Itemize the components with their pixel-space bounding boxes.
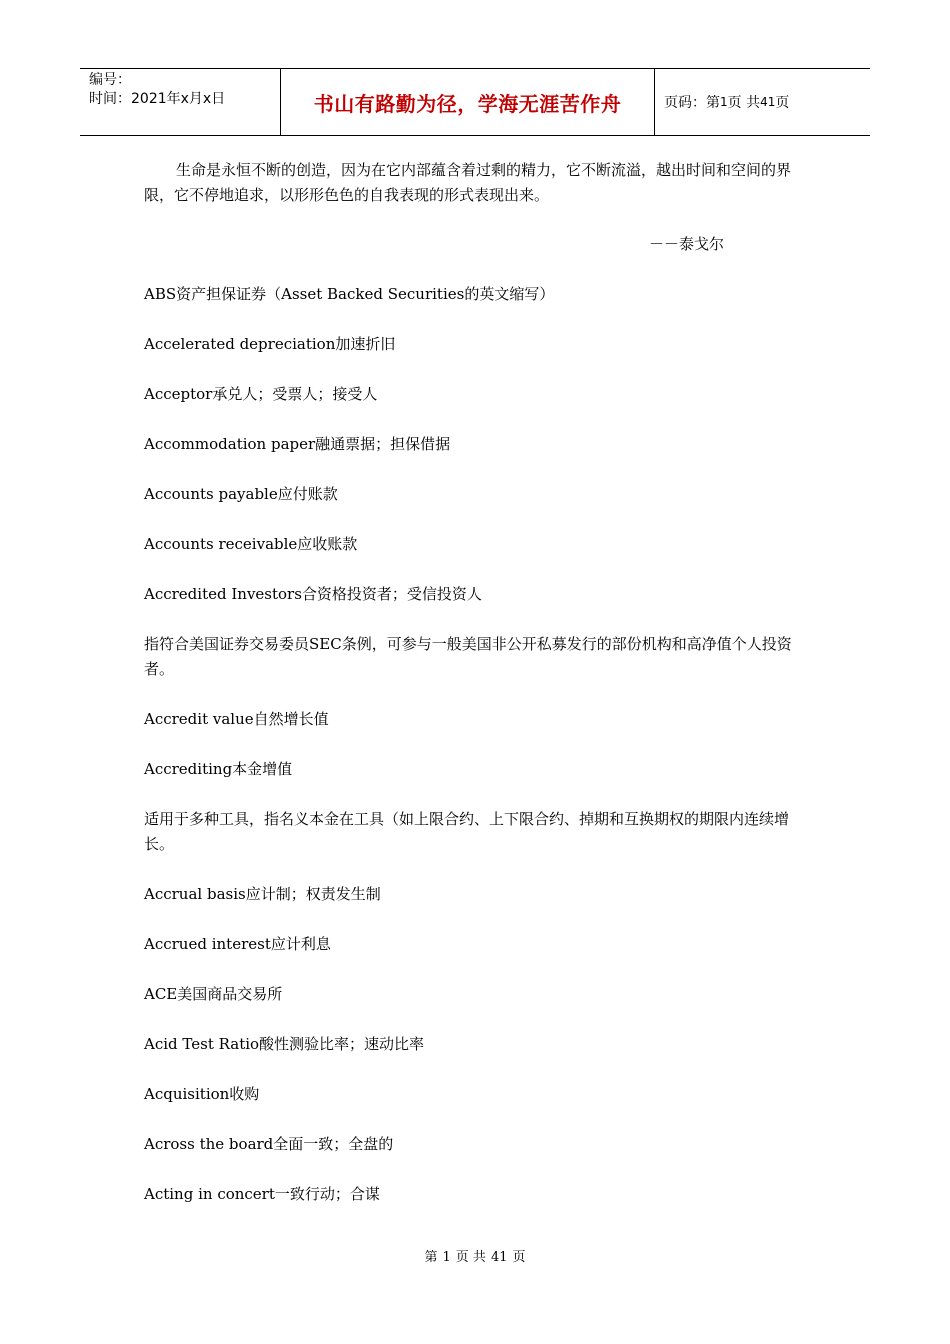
glossary-entry: Acid Test Ratio酸性测验比率；速动比率: [144, 1035, 425, 1053]
page-header: [80, 68, 870, 136]
glossary-description: 指符合美国证券交易委员SEC条例，可参与一般美国非公开私募发行的部份机构和高净值个人投资者。: [144, 635, 792, 678]
glossary-entry: Accelerated depreciation加速折旧: [144, 335, 396, 353]
footer-mid: 页 共: [455, 1250, 486, 1265]
glossary-entry: Across the board全面一致；全盘的: [144, 1135, 394, 1153]
header-page-prefix: 页码：第: [664, 95, 720, 111]
header-page-suffix: 页: [775, 95, 790, 111]
glossary-entry: Accommodation paper融通票据；担保借据: [144, 435, 451, 453]
page-footer: [0, 1246, 950, 1265]
header-page-mid: 页 共: [727, 95, 761, 111]
glossary-description: 适用于多种工具，指名义本金在工具（如上限合约、上下限合约、掉期和互换期权的期限内连续增长。: [144, 810, 790, 853]
header-page-info: [655, 69, 870, 135]
header-motto: 书山有路勤为径，学海无涯苦作舟: [281, 69, 655, 135]
glossary-entry: Accounts receivable应收账款: [144, 535, 358, 553]
glossary-entry: ABS资产担保证券（Asset Backed Securities的英文缩写）: [144, 285, 555, 303]
header-info-cell: [80, 69, 281, 135]
glossary-entry: Accrediting本金增值: [144, 760, 293, 778]
document-number-label: 编号：: [89, 72, 131, 88]
footer-prefix: 第: [424, 1250, 438, 1265]
glossary-entry: Accounts payable应付账款: [144, 485, 338, 503]
glossary-entry: Acceptor承兑人；受票人；接受人: [144, 385, 378, 403]
document-body: [144, 158, 808, 1232]
glossary-entry: Accrued interest应计利息: [144, 935, 331, 953]
glossary-entry: Accrual basis应计制；权责发生制: [144, 885, 381, 903]
glossary-entry: Accredit value自然增长值: [144, 710, 329, 728]
glossary-entry: Accredited Investors合资格投资者；受信投资人: [144, 585, 482, 603]
document-date-label: 时间：2021年x月x日: [89, 91, 226, 107]
opening-quote: 生命是永恒不断的创造，因为在它内部蕴含着过剩的精力，它不断流溢，越出时间和空间的界限，它不停地追求，以形形色色的自我表现的形式表现出来。: [144, 161, 792, 204]
header-page-current: 1: [720, 95, 728, 109]
quote-author: －－泰戈尔: [648, 235, 724, 253]
glossary-entry: Acquisition收购: [144, 1085, 260, 1103]
footer-page-current: 1: [442, 1250, 451, 1265]
glossary-entry: Acting in concert一致行动；合谋: [144, 1185, 380, 1203]
glossary-entry: ACE美国商品交易所: [144, 985, 283, 1003]
header-page-total: 41: [760, 95, 776, 109]
footer-page-total: 41: [490, 1250, 508, 1265]
footer-suffix: 页: [512, 1250, 526, 1265]
